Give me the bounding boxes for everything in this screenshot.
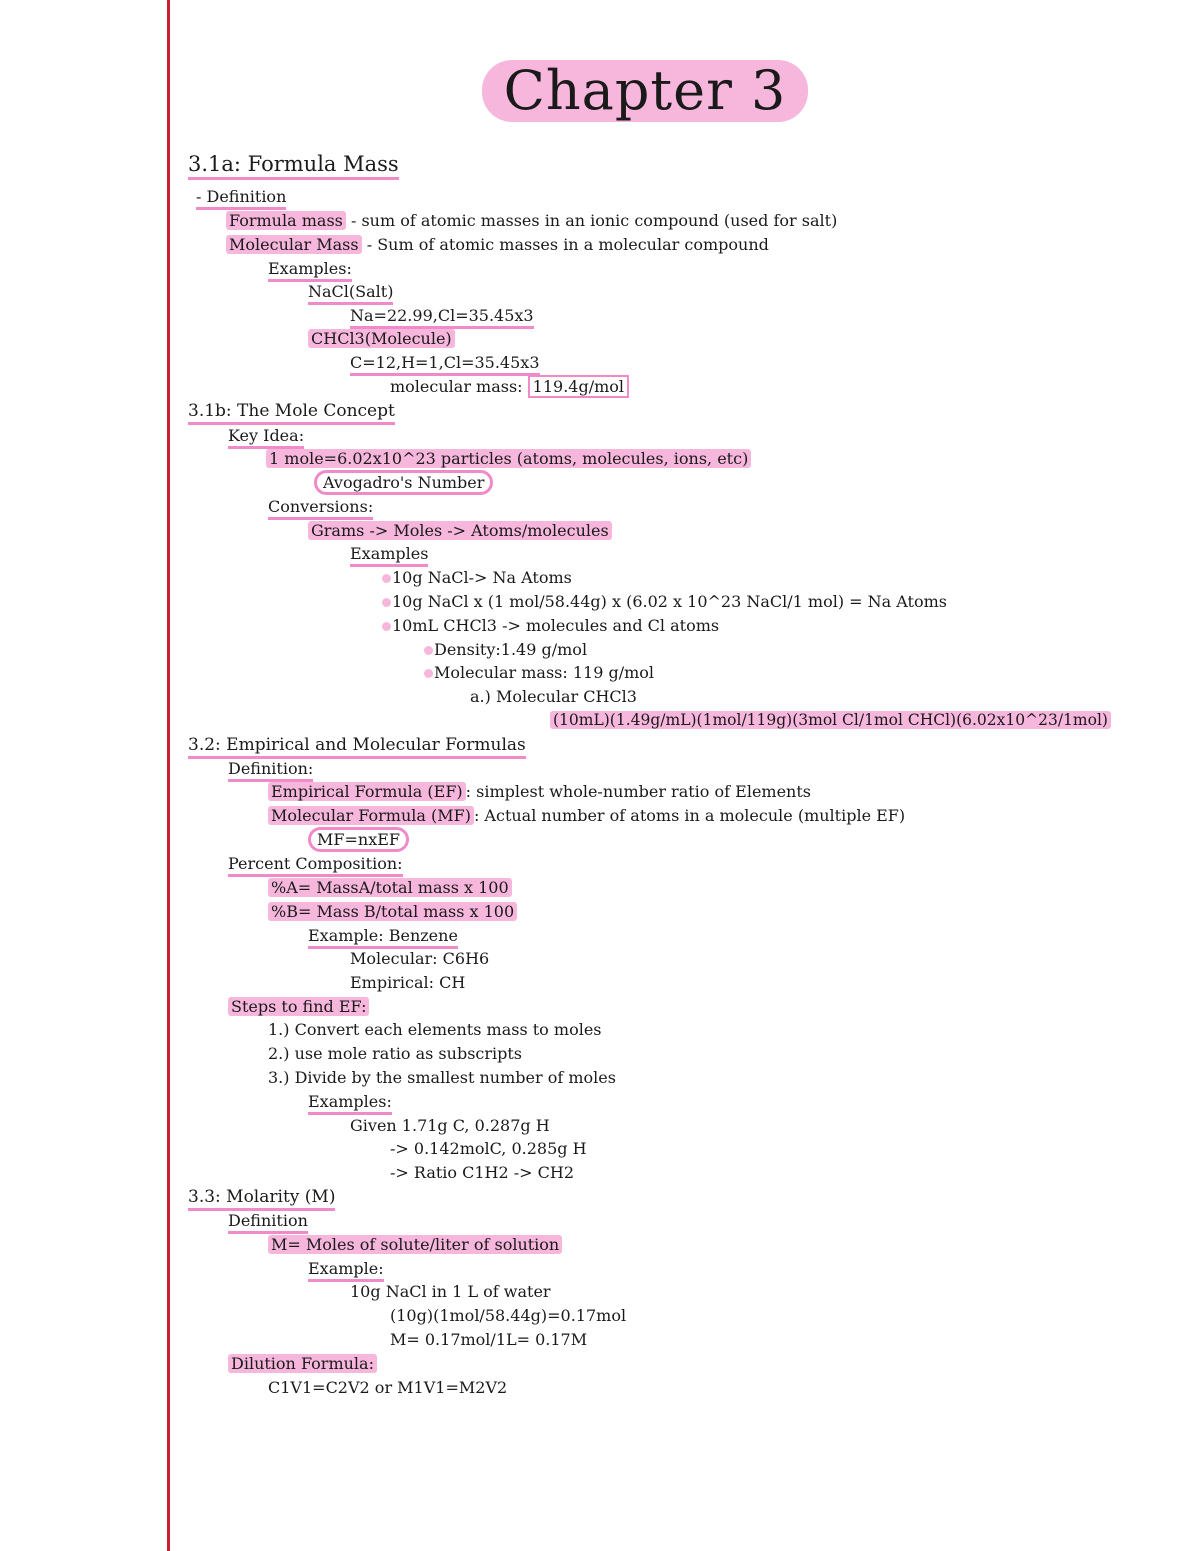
molecular-formula-line: Molecular Formula (MF) : Actual number of atoms in a molecule (multiple EF)	[268, 806, 905, 826]
bullet-icon	[382, 622, 391, 631]
sub-item-a: a.) Molecular CHCl3	[470, 687, 637, 706]
percent-a: %A= MassA/total mass x 100	[268, 878, 512, 898]
nacl-label: NaCl(Salt)	[308, 282, 393, 302]
margin-line	[167, 0, 170, 1551]
bullet-icon	[424, 646, 433, 655]
section-heading-3-1a: 3.1a: Formula Mass	[188, 152, 399, 176]
dilution-label: Dilution Formula:	[228, 1354, 377, 1374]
key-idea-label: Key Idea:	[228, 426, 304, 446]
molecular-formula-term: Molecular Formula (MF)	[268, 806, 474, 825]
percent-b: %B= Mass B/total mass x 100	[268, 902, 517, 922]
formula-mass-line	[226, 211, 837, 231]
molarity-calc-1: (10g)(1mol/58.44g)=0.17mol	[390, 1306, 627, 1325]
molecular-mass-result: molecular mass: 119.4g/mol	[390, 377, 629, 397]
bullet-icon	[382, 574, 391, 583]
empirical-formula-line: Empirical Formula (EF) : simplest whole-number ratio of Elements	[268, 782, 811, 802]
dilution-equation: C1V1=C2V2 or M1V1=M2V2	[268, 1378, 508, 1397]
percent-composition-label: Percent Composition:	[228, 854, 403, 874]
bullet-icon	[424, 669, 433, 678]
benzene-molecular: Molecular: C6H6	[350, 949, 490, 968]
formula-mass-term: Formula mass	[226, 211, 346, 230]
mf-equation: MF=nxEF	[308, 830, 409, 850]
formula-mass-text: - sum of atomic masses in an ionic compound (used for salt)	[345, 211, 838, 230]
section-heading-3-3: 3.3: Molarity (M)	[188, 1187, 335, 1207]
molecular-mass-text: - Sum of atomic masses in a molecular compound	[361, 235, 769, 254]
step-3: 3.) Divide by the smallest number of moles	[268, 1068, 616, 1087]
mole-definition: 1 mole=6.02x10^23 particles (atoms, molecules, ions, etc)	[266, 449, 751, 469]
given-line: Given 1.71g C, 0.287g H	[350, 1116, 550, 1135]
definition-label: - Definition	[196, 187, 286, 207]
molarity-definition: M= Moles of solute/liter of solution	[268, 1235, 562, 1255]
chcl3-calc: C=12,H=1,Cl=35.45x3	[350, 353, 540, 373]
example-2: 10g NaCl x (1 mol/58.44g) x (6.02 x 10^23 NaCl/1 mol) = Na Atoms	[382, 592, 947, 612]
conversion-chain: Grams -> Moles -> Atoms/molecules	[308, 521, 612, 541]
molecular-mass-line-2: Molecular mass: 119 g/mol	[424, 663, 654, 683]
molecular-mass-term: Molecular Mass	[226, 235, 362, 254]
examples-label-3: Examples:	[308, 1092, 392, 1112]
examples-label: Examples:	[268, 259, 352, 279]
page-title: Chapter 3	[503, 59, 787, 122]
definition-label-3: Definition	[228, 1211, 308, 1231]
molarity-calc-2: M= 0.17mol/1L= 0.17M	[390, 1330, 588, 1349]
avogadro-number: Avogadro's Number	[314, 473, 493, 493]
molecular-mass-value: 119.4g/mol	[528, 375, 629, 398]
title-highlight	[482, 60, 808, 122]
ratio-line: -> Ratio C1H2 -> CH2	[390, 1163, 575, 1182]
step-2: 2.) use mole ratio as subscripts	[268, 1044, 523, 1063]
section-heading-3-2: 3.2: Empirical and Molecular Formulas	[188, 735, 526, 755]
nacl-calc: Na=22.99,Cl=35.45x3	[350, 306, 534, 326]
density-line: Density:1.49 g/mol	[424, 640, 587, 660]
chcl3-calculation: (10mL)(1.49g/mL)(1mol/119g)(3mol Cl/1mol CHCl)(6.02x10^23/1mol)	[550, 710, 1111, 730]
example-3: 10mL CHCl3 -> molecules and Cl atoms	[382, 616, 719, 636]
examples-label-2: Examples	[350, 544, 428, 564]
benzene-example: Example: Benzene	[308, 926, 458, 946]
molecular-mass-line	[226, 235, 769, 255]
empirical-formula-term: Empirical Formula (EF)	[268, 782, 466, 801]
definition-label-2: Definition:	[228, 759, 313, 779]
example-1: 10g NaCl-> Na Atoms	[382, 568, 572, 588]
conversions-label: Conversions:	[268, 497, 373, 517]
benzene-empirical: Empirical: CH	[350, 973, 466, 992]
step-1: 1.) Convert each elements mass to moles	[268, 1020, 602, 1039]
steps-label: Steps to find EF:	[228, 997, 369, 1017]
example-label: Example:	[308, 1259, 384, 1279]
section-heading-3-1b: 3.1b: The Mole Concept	[188, 401, 395, 421]
molarity-given: 10g NaCl in 1 L of water	[350, 1282, 551, 1301]
bullet-icon	[382, 598, 391, 607]
conversion-line: -> 0.142molC, 0.285g H	[390, 1139, 587, 1158]
chcl3-label: CHCl3(Molecule)	[308, 329, 455, 349]
